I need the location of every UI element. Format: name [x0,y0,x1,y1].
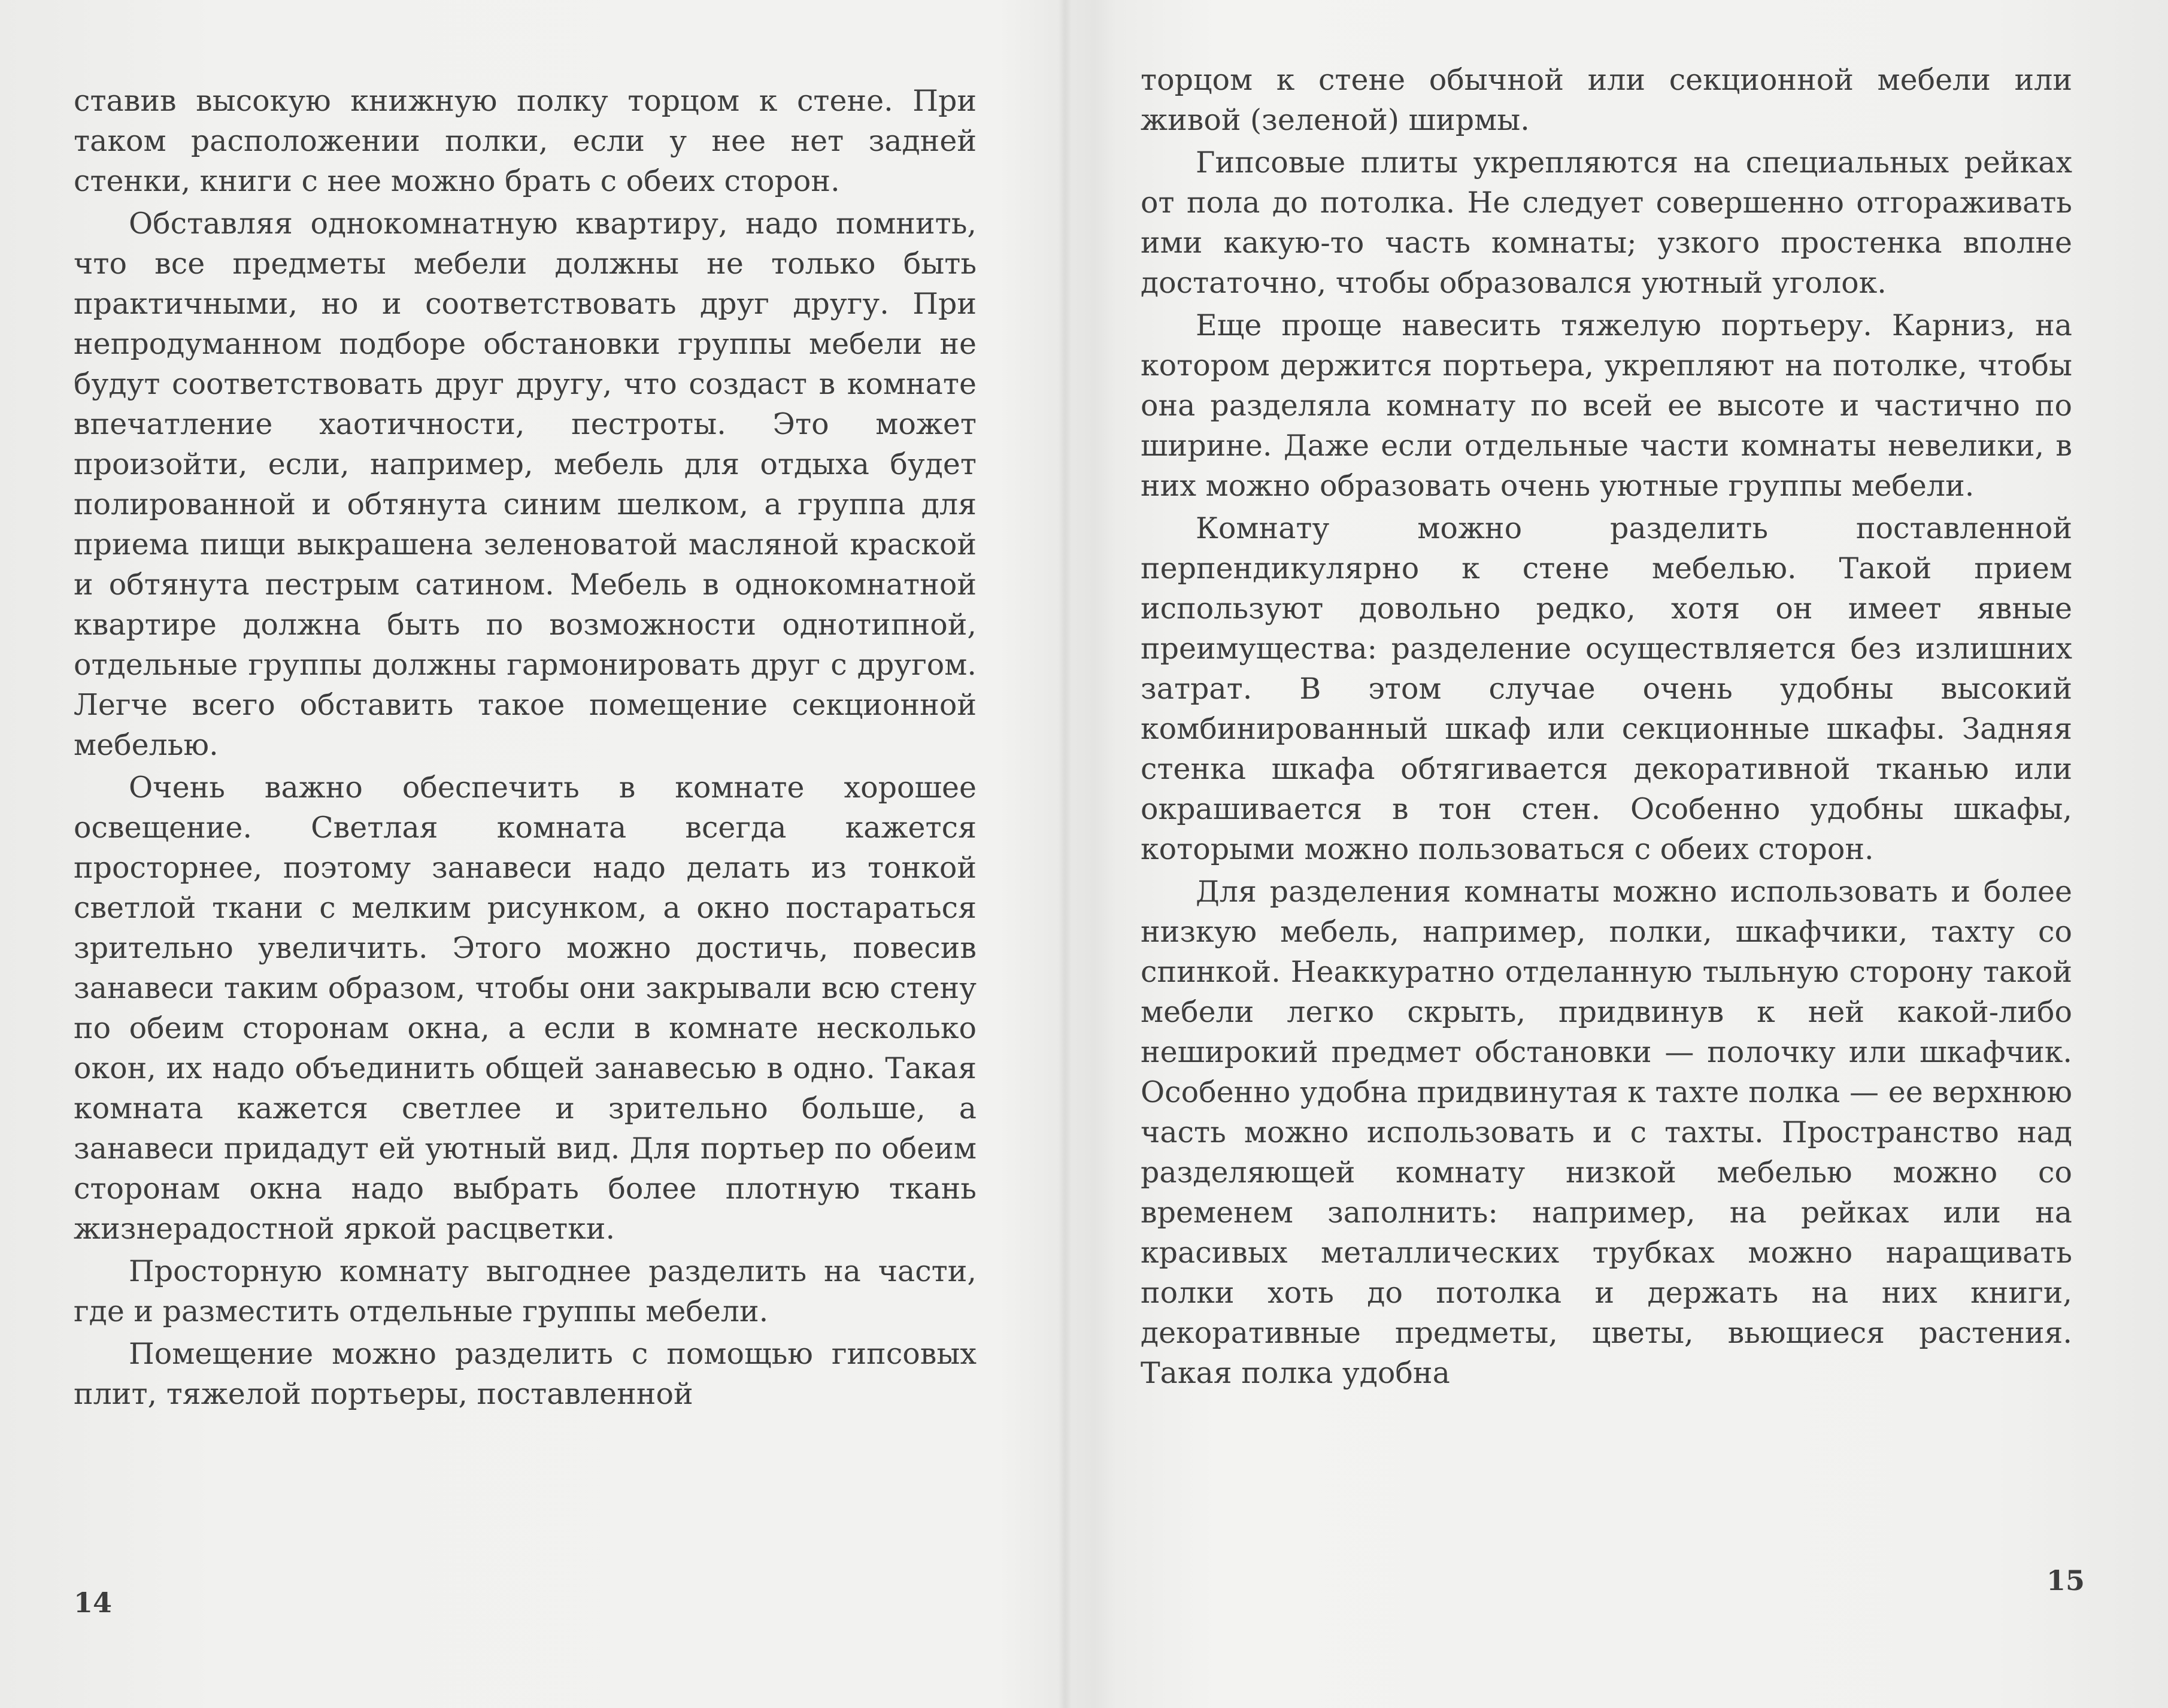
paragraph: Для разделения комнаты можно использовать и более низкую мебель, например, полки, шкафчики, тахту со спинкой. Неаккуратно отделанную тыльную сторону такой мебели легко скрыть, придвинув к ней какой-либо неширокий предмет обстановки — полочку или шкафчик. Особенно удобна придвинутая к тахте полка — ее верхнюю часть можно использовать и с тахты. Пространство над разделяющей комнату низкой мебелью можно со временем заполнить: например, на рейках или на красивых металлических трубках можно наращивать полки хоть до потолка и держать на них книги, декоративные предметы, цветы, вьющиеся растения. Такая полка удобна [1141,875,2072,1390]
right-page [1066,0,2168,1708]
paragraph: Еще проще навесить тяжелую портьеру. Карниз, на котором держится портьера, укрепляют на потолке, чтобы она разделяла комнату по всей ее высоте и частично по ширине. Даже если отдельные части комнаты невелики, в них можно образовать очень уютные группы мебели. [1141,308,2072,503]
paragraph: Помещение можно разделить с помощью гипсовых плит, тяжелой портьеры, поставленной [74,1337,977,1411]
page-number-right: 15 [2046,1564,2085,1597]
paragraph: торцом к стене обычной или секционной мебели или живой (зеленой) ширмы. [1141,63,2072,137]
left-page [0,0,1066,1708]
paragraph: Комнату можно разделить поставленной перпендикулярно к стене мебелью. Такой прием используют довольно редко, хотя он имеет явные преимущества: разделение осуществляется без излишних затрат. В этом случае очень удобны высокий комбинированный шкаф или секционные шкафы. Задняя стенка шкафа обтягивается декоративной тканью или окрашивается в тон стен. Особенно удобны шкафы, которыми можно пользоваться с обеих сторон. [1141,511,2072,866]
paragraph: ставив высокую книжную полку торцом к стене. При таком расположении полки, если у нее нет задней стенки, книги с нее можно брать с обеих сторон. [74,84,977,198]
paragraph: Гипсовые плиты укрепляются на специальных рейках от пола до потолка. Не следует совершенно отгораживать ими какую-то часть комнаты; узкого простенка вполне достаточно, чтобы образовался уютный уголок. [1141,145,2072,300]
paragraph: Очень важно обеспечить в комнате хорошее освещение. Светлая комната всегда кажется просторнее, поэтому занавеси надо делать из тонкой светлой ткани с мелким рисунком, а окно постараться зрительно увеличить. Этого можно достичь, повесив занавеси таким образом, чтобы они закрывали всю стену по обеим сторонам окна, а если в комнате несколько окон, их надо объединить общей занавесью в одно. Такая комната кажется светлее и зрительно больше, а занавеси придадут ей уютный вид. Для портьер по обеим сторонам окна надо выбрать более плотную ткань жизнерадостной яркой расцветки. [74,770,977,1246]
paragraph: Просторную комнату выгоднее разделить на части, где и разместить отдельные группы мебели. [74,1254,977,1328]
left-page-text [74,81,977,1416]
page-number-left: 14 [74,1586,113,1619]
right-page-text [1141,60,2072,1395]
paragraph: Обставляя однокомнатную квартиру, надо помнить, что все предметы мебели должны не только быть практичными, но и соответствовать друг другу. При непродуманном подборе обстановки группы мебели не будут соответствовать друг другу, что создаст в комнате впечатление хаотичности, пестроты. Это может произойти, если, например, мебель для отдыха будет полированной и обтянута синим шелком, а группа для приема пищи выкрашена зеленоватой масляной краской и обтянута пестрым сатином. Мебель в однокомнатной квартире должна быть по возможности однотипной, отдельные группы должны гармонировать друг с другом. Легче всего обставить такое помещение секционной мебелью. [74,207,977,762]
